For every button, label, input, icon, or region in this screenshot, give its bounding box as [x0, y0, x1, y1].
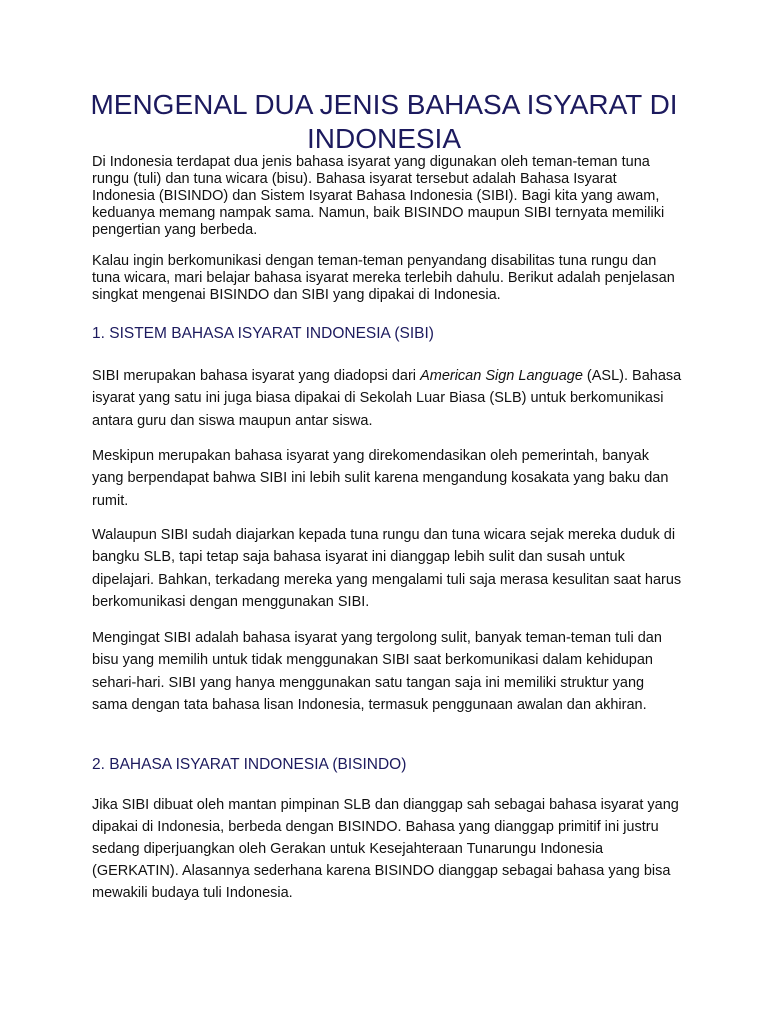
- bisindo-paragraph-1: Jika SIBI dibuat oleh mantan pimpinan SLB dan dianggap sah sebagai bahasa isyarat yang dipakai di Indonesia, berbeda dengan BISINDO. Bahasa yang dianggap primitif ini justru sedang diperjuangkan oleh Gerakan untuk Kesejahteraan Tunarungu Indonesia (GERKATIN). Alasannya sederhana karena BISINDO dianggap sebagai bahasa yang bisa mewakili budaya tuli Indonesia.: [92, 797, 679, 901]
- intro-paragraph-1: Di Indonesia terdapat dua jenis bahasa isyarat yang digunakan oleh teman-teman tuna rungu (tuli) dan tuna wicara (bisu). Bahasa isyarat tersebut adalah Bahasa Isyarat Indonesia (BISINDO) dan Sistem Isyarat Bahasa Indonesia (SIBI). Bagi kita yang awam, keduanya memang nampak sama. Namun, baik BISINDO maupun SIBI ternyata memiliki pengertian yang berbeda.: [92, 154, 665, 238]
- section-heading-bisindo: 2. BAHASA ISYARAT INDONESIA (BISINDO): [92, 756, 407, 773]
- sibi-paragraph-3: Walaupun SIBI sudah diajarkan kepada tuna rungu dan tuna wicara sejak mereka duduk di bangku SLB, tapi tetap saja bahasa isyarat ini dianggap lebih sulit dan susah untuk dipelajari. Bahkan, terkadang mereka yang mengalami tuli saja merasa kesulitan saat harus berkomunikasi dengan menggunakan SIBI.: [92, 527, 682, 610]
- asl-term: American Sign Language: [420, 368, 583, 384]
- sibi-paragraph-4: Mengingat SIBI adalah bahasa isyarat yang tergolong sulit, banyak teman-teman tuli dan bisu yang memilih untuk tidak menggunakan SIBI saat berkomunikasi dalam kehidupan sehari-hari. SIBI yang hanya menggunakan satu tangan saja ini memiliki struktur yang sama dengan tata bahasa lisan Indonesia, termasuk penggunaan awalan dan akhiran.: [92, 630, 662, 713]
- sibi-paragraph-1: [92, 365, 682, 432]
- intro-paragraph-2: Kalau ingin berkomunikasi dengan teman-teman penyandang disabilitas tuna rungu dan tuna wicara, mari belajar bahasa isyarat mereka terlebih dahulu. Berikut adalah penjelasan singkat mengenai BISINDO dan SIBI yang dipakai di Indonesia.: [92, 253, 675, 303]
- sibi-paragraph-2: Meskipun merupakan bahasa isyarat yang direkomendasikan oleh pemerintah, banyak yang berpendapat bahwa SIBI ini lebih sulit karena mengandung kosakata yang baku dan rumit.: [92, 448, 669, 509]
- sibi-paragraph-1-end: (ASL). Bahasa isyarat yang satu ini juga biasa dipakai di Sekolah Luar Biasa (SLB) untuk berkomunikasi antara guru dan siswa maupun antar siswa.: [92, 368, 682, 429]
- document-title: MENGENAL DUA JENIS BAHASA ISYARAT DI INDONESIA: [90, 89, 678, 154]
- sibi-paragraph-1-start: SIBI merupakan bahasa isyarat yang diadopsi dari: [92, 368, 421, 384]
- section-heading-sibi: 1. SISTEM BAHASA ISYARAT INDONESIA (SIBI): [92, 325, 434, 342]
